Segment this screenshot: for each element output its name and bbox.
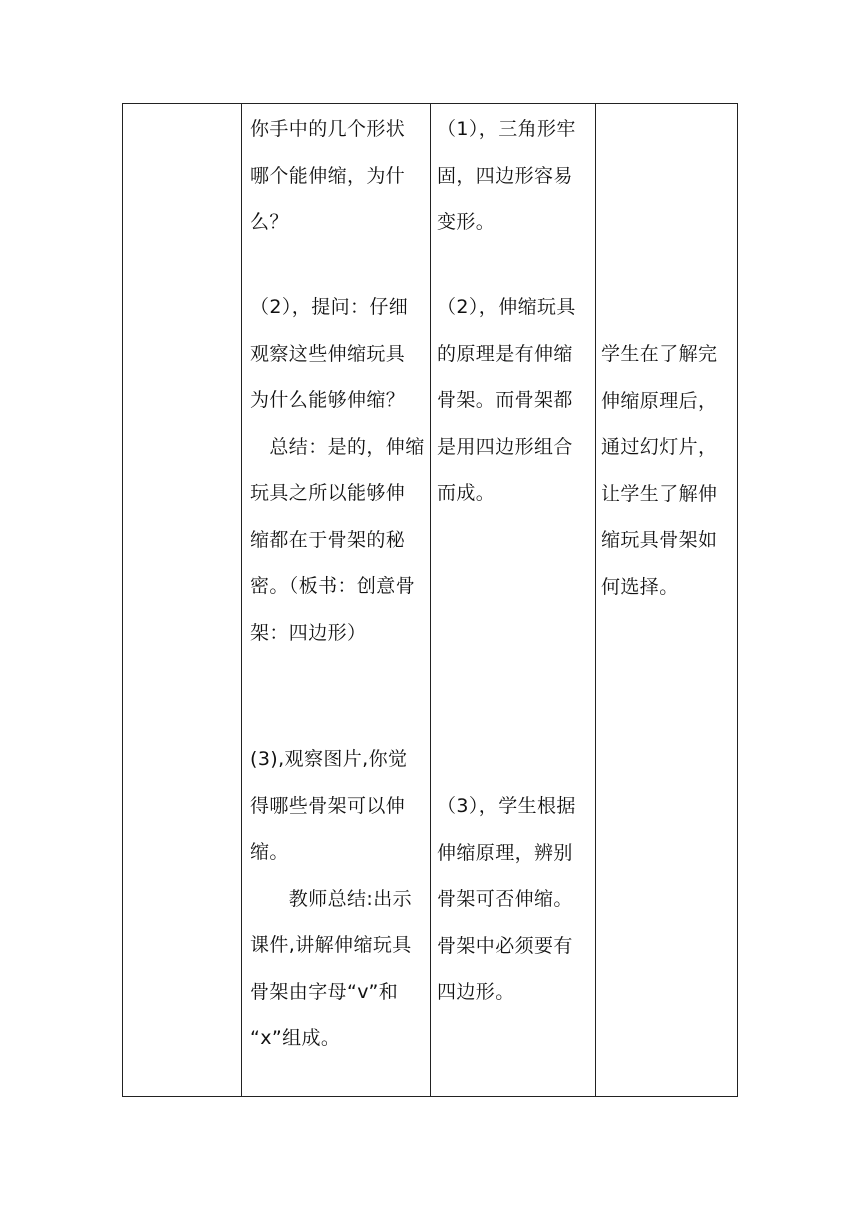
text-line: 的原理是有伸缩 [437,342,573,365]
text-line: （2），伸缩玩具 [437,296,576,318]
text-line: 伸缩原理，辨别 [437,841,573,864]
text-line: (3),观察图片,你觉 [250,748,408,770]
column-divider-1 [241,104,242,1096]
column-divider-2 [430,104,431,1096]
text-line: 何选择。 [601,575,679,598]
text-line: （1），三角形牢 [437,118,576,140]
text-line: 学生在了解完 [601,343,718,365]
student-activity-para-3 [437,783,576,1016]
text-line: 缩都在于骨架的秘 [250,528,406,551]
text-line: “x”组成。 [250,1027,341,1049]
text-line: 么？ [250,211,289,233]
student-activity-para-2 [437,284,576,517]
text-line: 骨架中必须要有 [437,934,573,957]
text-line: 教师总结:出示 [250,887,413,910]
text-line: 课件,讲解伸缩玩具 [250,934,412,956]
text-line: 骨架。而骨架都 [437,389,573,411]
text-line: 缩。 [250,841,289,863]
text-line: 总结：是的，伸缩 [250,435,425,458]
text-line: 让学生了解伸 [601,482,718,505]
text-line: 伸缩原理后， [601,389,718,412]
text-line: 密。（板书：创意骨 [250,575,416,597]
text-line: 骨架可否伸缩。 [437,888,573,910]
text-line: 缩玩具骨架如 [601,529,718,551]
column-divider-3 [595,104,596,1096]
text-line: 通过幻灯片， [601,436,718,458]
text-line: 变形。 [437,211,496,233]
text-line: 骨架由字母“v”和 [250,980,399,1003]
teacher-activity-para-2 [250,284,425,656]
design-intent-para-1 [601,331,717,610]
text-line: 固，四边形容易 [437,164,573,187]
text-line: 玩具之所以能够伸 [250,482,406,504]
text-line: 架：四边形） [250,621,367,644]
text-line: （2），提问：仔细 [250,296,409,318]
text-line: 四边形。 [437,981,515,1003]
text-line: 而成。 [437,482,496,504]
teacher-activity-para-3 [250,736,412,1062]
student-activity-para-1 [437,106,576,246]
text-line: 哪个能伸缩，为什 [250,164,406,187]
text-line: 为什么能够伸缩？ [250,389,406,411]
teacher-activity-para-1 [250,106,405,246]
text-line: （3），学生根据 [437,795,576,817]
text-line: 观察这些伸缩玩具 [250,342,406,365]
text-line: 你手中的几个形状 [250,118,406,140]
text-line: 是用四边形组合 [437,435,573,458]
text-line: 得哪些骨架可以伸 [250,794,406,817]
